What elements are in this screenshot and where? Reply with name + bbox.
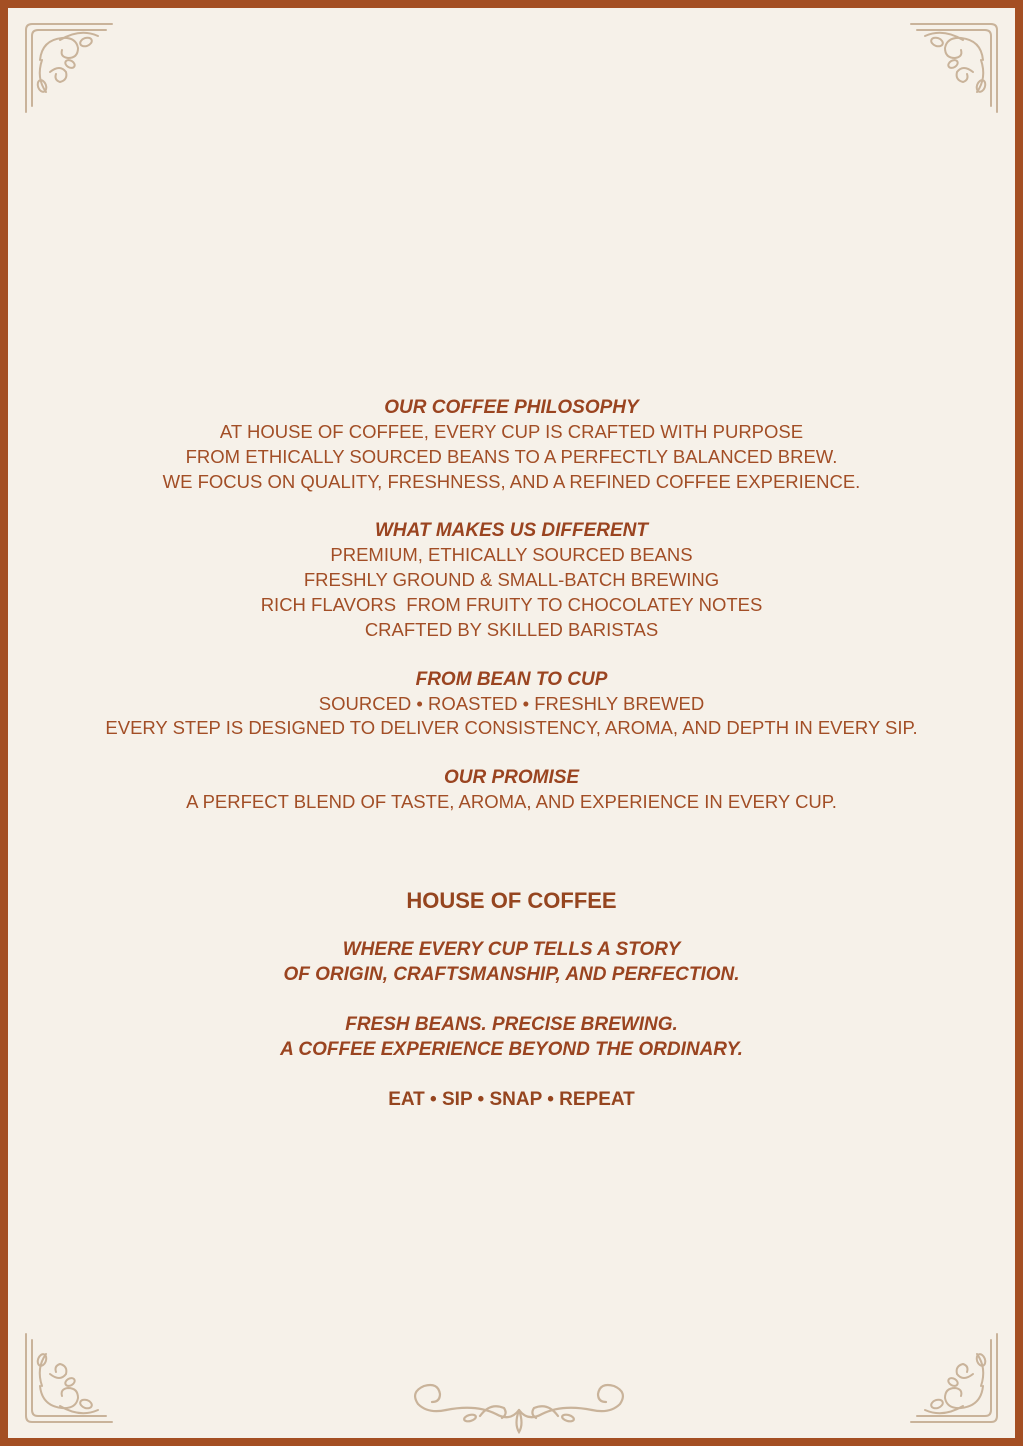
section-title: WHAT MAKES US DIFFERENT bbox=[374, 520, 649, 542]
section-line: CRAFTED BY SKILLED BARISTAS bbox=[364, 618, 659, 640]
bottom-flourish-ornament bbox=[406, 1374, 632, 1438]
tagline-line: WHERE EVERY CUP TELLS A STORY bbox=[342, 938, 681, 960]
section-line: A PERFECT BLEND OF TASTE, AROMA, AND EXPERIENCE IN EVERY CUP. bbox=[186, 791, 837, 813]
section-line: PREMIUM, ETHICALLY SOURCED BEANS bbox=[330, 544, 693, 566]
tagline-line: OF ORIGIN, CRAFTSMANSHIP, AND PERFECTION. bbox=[283, 963, 740, 985]
corner-ornament-bottom-right bbox=[907, 1330, 1003, 1426]
brand-name: HOUSE OF COFFEE bbox=[406, 887, 617, 913]
menu-content bbox=[28, 395, 995, 1112]
tagline-story bbox=[28, 937, 995, 987]
section-line: RICH FLAVORS FROM FRUITY TO CHOCOLATEY NOTES bbox=[260, 593, 763, 615]
corner-ornament-top-left bbox=[20, 20, 116, 116]
tagline-line: A COFFEE EXPERIENCE BEYOND THE ORDINARY. bbox=[280, 1038, 743, 1060]
section-title: OUR PROMISE bbox=[443, 767, 580, 789]
section-line: FROM ETHICALLY SOURCED BEANS TO A PERFECTLY BALANCED BREW. bbox=[185, 445, 838, 467]
section-line: FRESHLY GROUND & SMALL-BATCH BREWING bbox=[303, 569, 720, 591]
section-line: AT HOUSE OF COFFEE, EVERY CUP IS CRAFTED WITH PURPOSE bbox=[219, 421, 804, 442]
corner-ornament-top-right bbox=[907, 20, 1003, 116]
tagline-line: FRESH BEANS. PRECISE BREWING. bbox=[345, 1013, 678, 1035]
section-bean-to-cup bbox=[28, 667, 995, 742]
section-title: FROM BEAN TO CUP bbox=[415, 668, 608, 690]
section-line: WE FOCUS ON QUALITY, FRESHNESS, AND A REFINED COFFEE EXPERIENCE. bbox=[162, 470, 861, 492]
section-line: SOURCED • ROASTED • FRESHLY BREWED bbox=[318, 692, 705, 714]
brand-motto: EAT • SIP • SNAP • REPEAT bbox=[388, 1088, 635, 1110]
section-what-makes-us-different bbox=[28, 518, 995, 642]
section-our-promise bbox=[28, 765, 995, 815]
section-coffee-philosophy bbox=[28, 395, 995, 494]
corner-ornament-bottom-left bbox=[20, 1330, 116, 1426]
section-line: EVERY STEP IS DESIGNED TO DELIVER CONSISTENCY, AROMA, AND DEPTH IN EVERY SIP. bbox=[105, 717, 918, 739]
tagline-brewing bbox=[28, 1012, 995, 1062]
section-title: OUR COFFEE PHILOSOPHY bbox=[384, 397, 639, 418]
